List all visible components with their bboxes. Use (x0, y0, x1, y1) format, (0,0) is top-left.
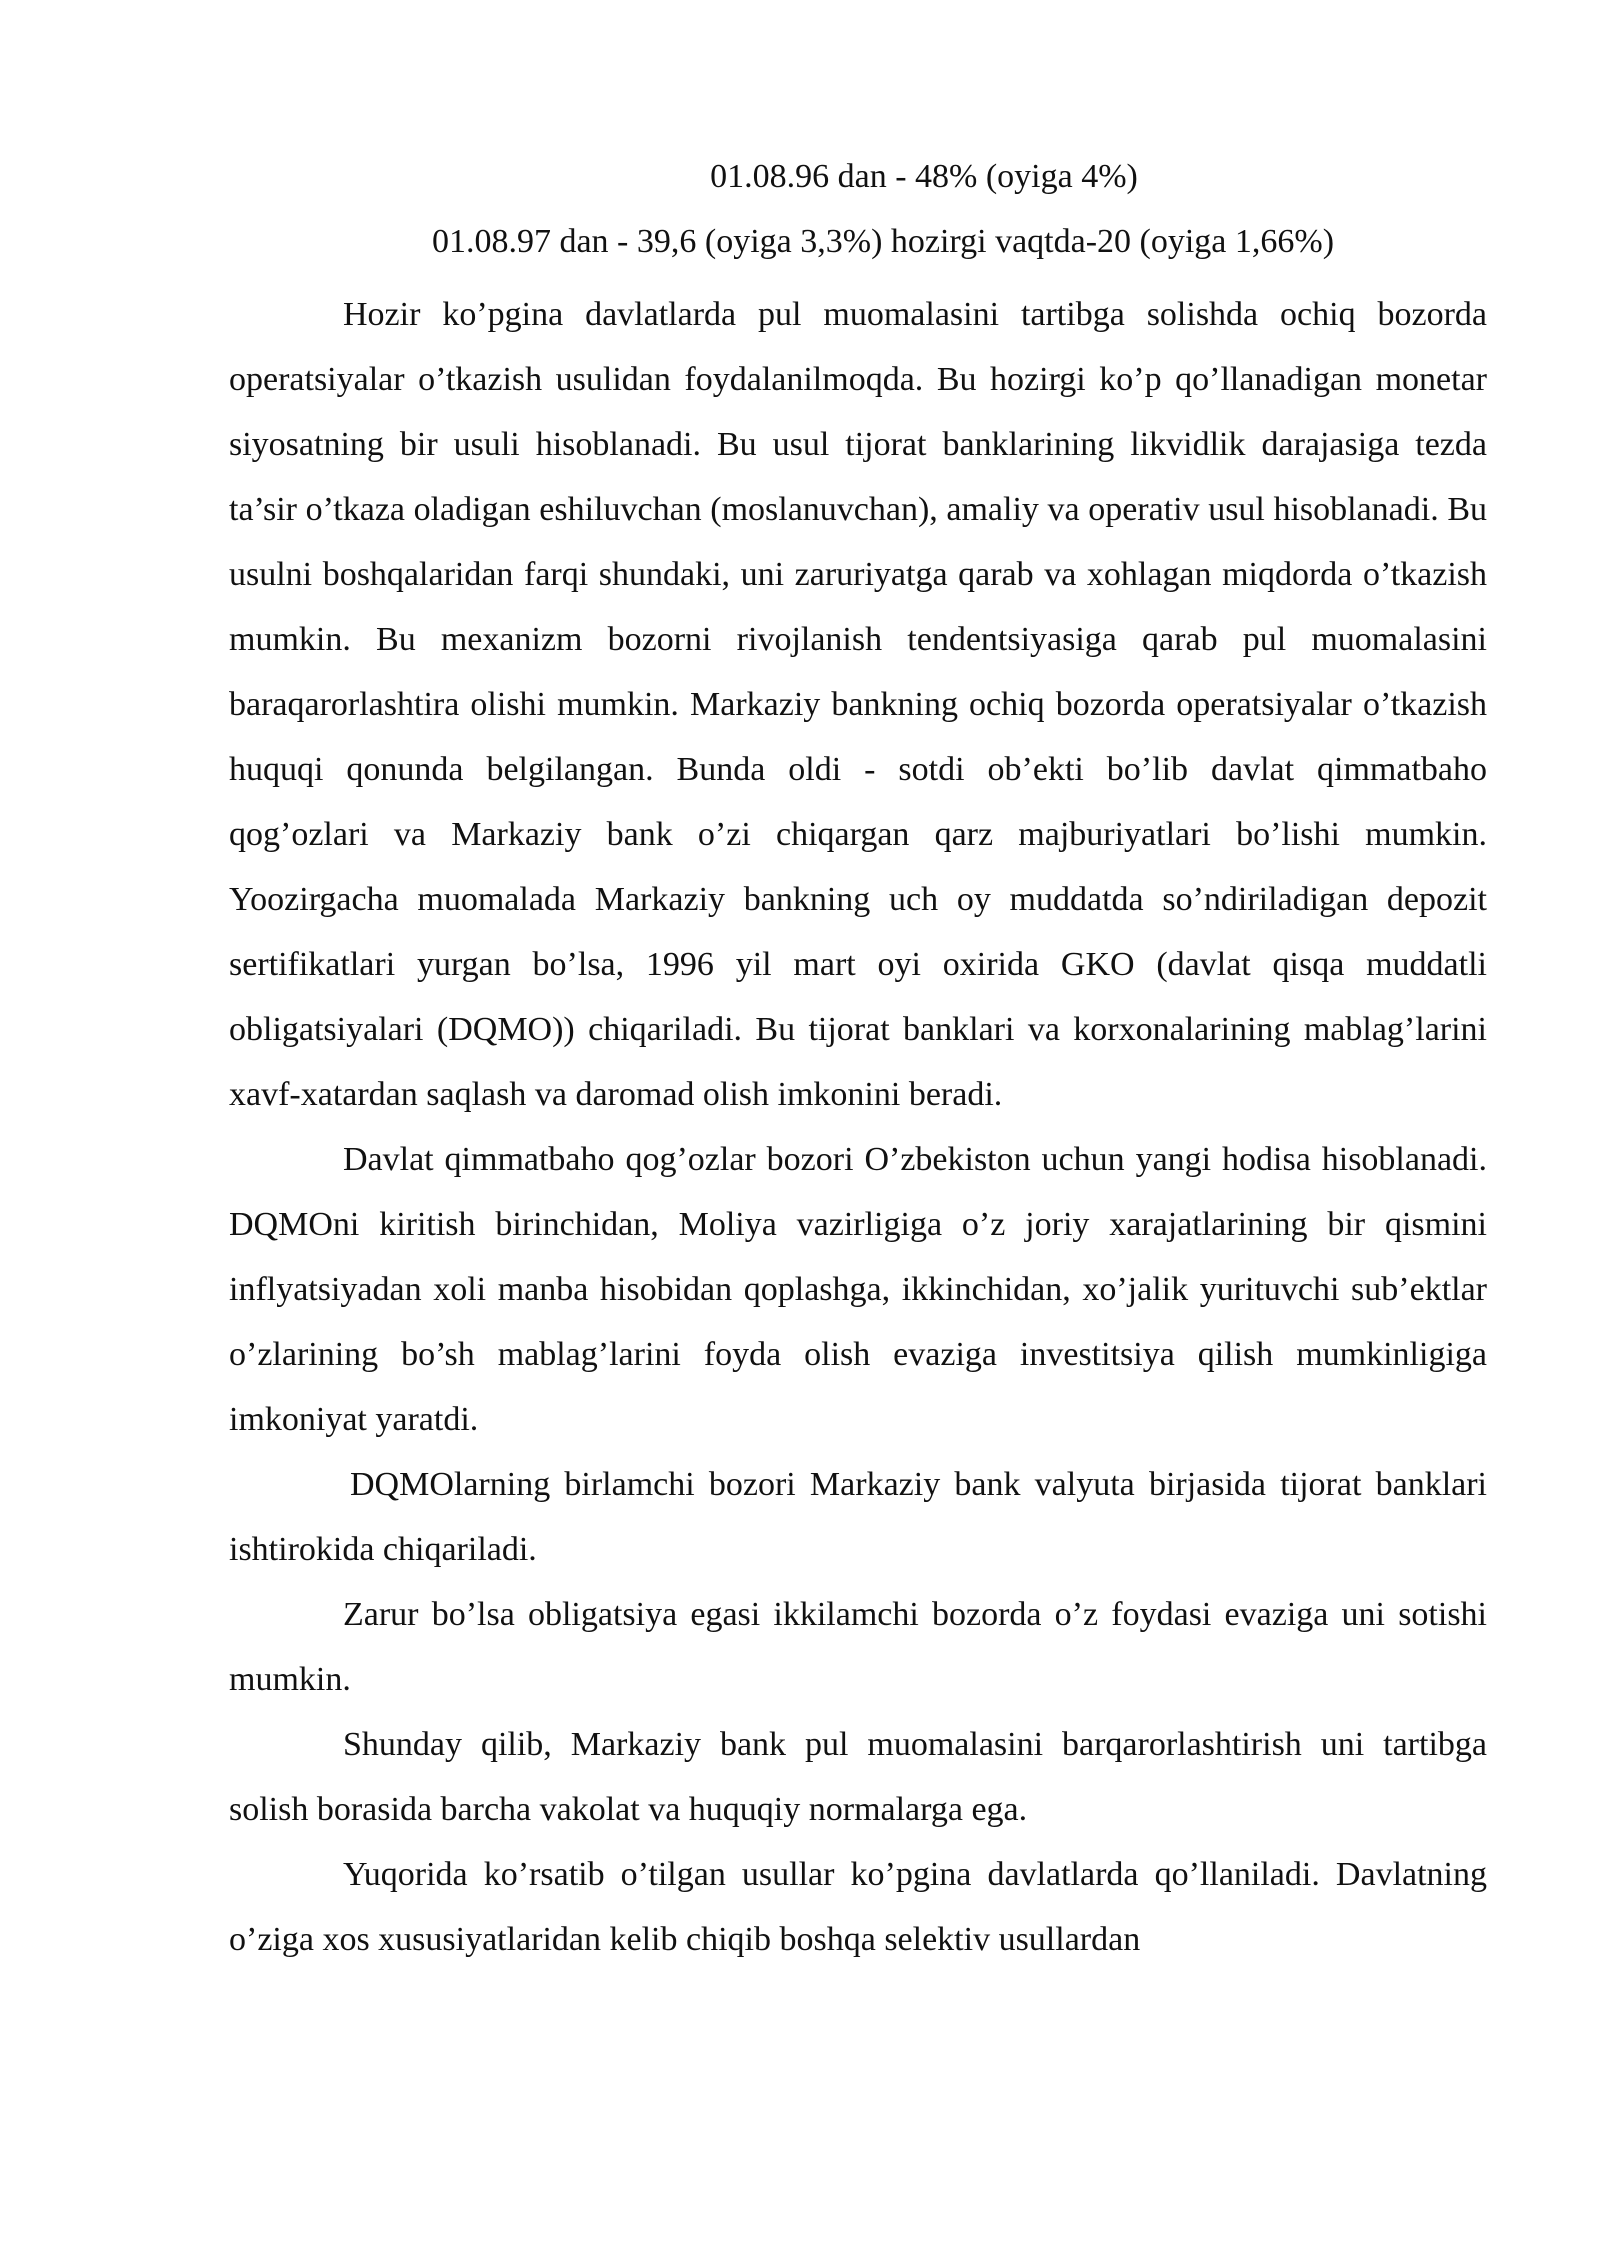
rate-line-1996: 01.08.96 dan - 48% (oyiga 4%) (710, 158, 1138, 195)
rate-line-1997: 01.08.97 dan - 39,6 (oyiga 3,3%) hozirgi vaqtda-20 (oyiga 1,66%) (431, 223, 1335, 260)
document-body (229, 152, 1487, 1972)
paragraph-central-bank-authority: Shunday qilib, Markaziy bank pul muomalasini barqarorlashtirish uni tartibga solish borasida barcha vakolat va huquqiy normalarga ega. (229, 1726, 1487, 1828)
paragraph-selective-methods: Yuqorida ko’rsatib o’tilgan usullar ko’pgina davlatlarda qo’llaniladi. Davlatning o’ziga xos xususiyatlaridan kelib chiqib boshqa selektiv usullardan (229, 1856, 1487, 1958)
paragraph-secondary-market: Zarur bo’lsa obligatsiya egasi ikkilamchi bozorda o’z foydasi evaziga uni sotishi mumkin. (229, 1596, 1487, 1698)
paragraph-government-securities: Davlat qimmatbaho qog’ozlar bozori O’zbekiston uchun yangi hodisa hisoblanadi. DQMOni kiritish birinchidan, Moliya vazirligiga o’z joriy xarajatlarining bir qismini inflyatsiyadan xoli manba hisobidan qoplashga, ikkinchidan, xo’jalik yurituvchi sub’ektlar o’zlarining bo’sh mablag’larini foyda olish evaziga investitsiya qilish mumkinligiga imkoniyat yaratdi. (229, 1141, 1487, 1438)
paragraph-open-market-operations: Hozir ko’pgina davlatlarda pul muomalasini tartibga solishda ochiq bozorda operatsiyalar o’tkazish usulidan foydalanilmoqda. Bu hozirgi ko’p qo’llanadigan monetar siyosatning bir usuli hisoblanadi. Bu usul tijorat banklarining likvidlik darajasiga tezda ta’sir o’tkaza oladigan eshiluvchan (moslanuvchan), amaliy va operativ usul hisoblanadi. Bu usulni boshqalaridan farqi shundaki, uni zaruriyatga qarab va xohlagan miqdorda o’tkazish mumkin. Bu mexanizm bozorni rivojlanish tendentsiyasiga qarab pul muomalasini baraqarorlashtira olishi mumkin. Markaziy bankning ochiq bozorda operatsiyalar o’tkazish huquqi qonunda belgilangan. Bunda oldi - sotdi ob’ekti bo’lib davlat qimmatbaho qog’ozlari va Markaziy bank o’zi chiqargan qarz majburiyatlari bo’lishi mumkin. Yoozirgacha muomalada Markaziy bankning uch oy muddatda so’ndiriladigan depozit sertifikatlari yurgan bo’lsa, 1996 yil mart oyi oxirida GKO (davlat qisqa muddatli obligatsiyalari (DQMO)) chiqariladi. Bu tijorat banklari va korxonalarining mablag’larini xavf-xatardan saqlash va daromad olish imkonini beradi. (229, 296, 1487, 1113)
paragraph-primary-market: DQMOlarning birlamchi bozori Markaziy bank valyuta birjasida tijorat banklari ishtirokida chiqariladi. (229, 1466, 1487, 1568)
